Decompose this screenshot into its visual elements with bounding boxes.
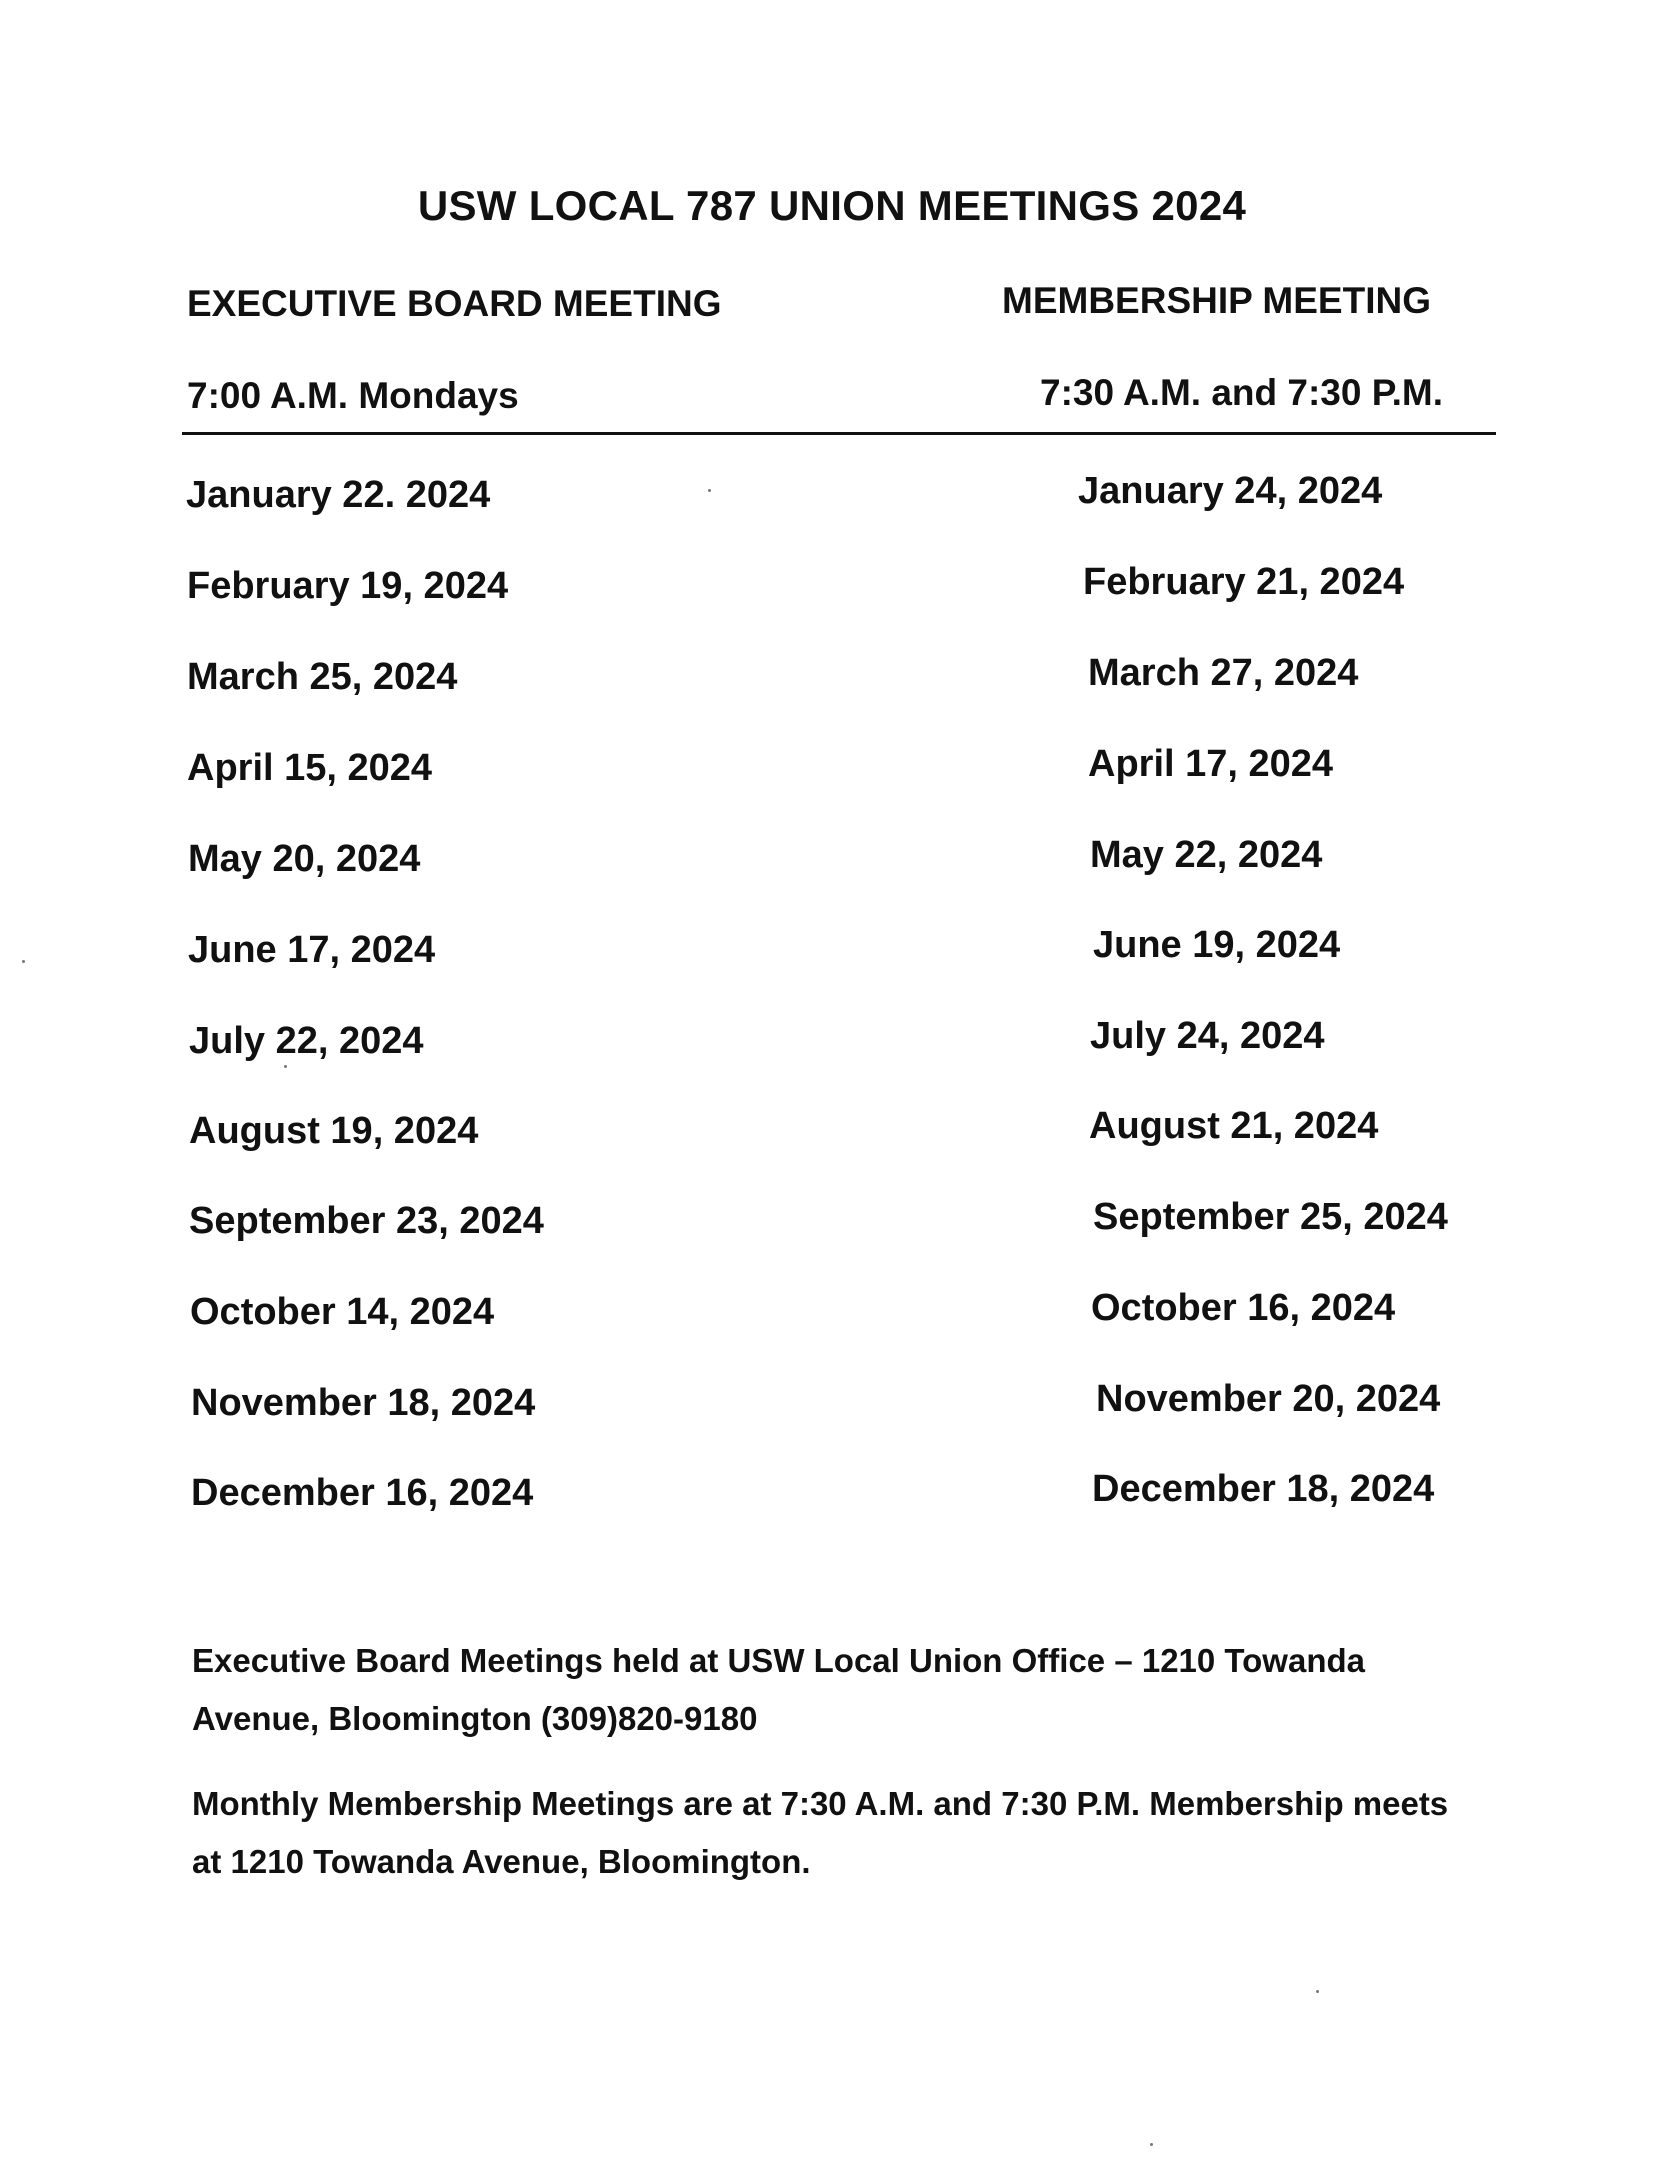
- membership-date: July 24, 2024: [1090, 1015, 1325, 1057]
- header-divider: [182, 432, 1496, 435]
- executive-date: July 22, 2024: [189, 1020, 424, 1062]
- executive-date: January 22. 2024: [186, 474, 491, 516]
- executive-date: October 14, 2024: [190, 1291, 495, 1333]
- membership-date: June 19, 2024: [1093, 924, 1341, 966]
- membership-date: December 18, 2024: [1092, 1468, 1435, 1510]
- executive-date: March 25, 2024: [187, 656, 458, 698]
- executive-board-time: 7:00 A.M. Mondays: [187, 375, 519, 416]
- executive-date: April 15, 2024: [187, 747, 433, 789]
- scan-speck: [708, 489, 711, 492]
- membership-date: March 27, 2024: [1088, 652, 1359, 694]
- membership-date: January 24, 2024: [1078, 470, 1383, 512]
- page-title: USW LOCAL 787 UNION MEETINGS 2024: [417, 182, 1247, 229]
- membership-meeting-time: 7:30 A.M. and 7:30 P.M.: [1040, 372, 1444, 413]
- membership-meeting-heading: MEMBERSHIP MEETING: [1002, 280, 1431, 321]
- membership-date: April 17, 2024: [1088, 743, 1334, 785]
- scan-speck: [1150, 2143, 1153, 2146]
- scan-speck: [22, 960, 25, 963]
- executive-date: December 16, 2024: [191, 1472, 534, 1514]
- membership-date: August 21, 2024: [1089, 1105, 1379, 1147]
- membership-date: February 21, 2024: [1083, 561, 1405, 603]
- membership-location-note: Monthly Membership Meetings are at 7:30 A.M. and 7:30 P.M. Membership meets at 1210 Towanda Avenue, Bloomington.: [192, 1785, 1449, 1880]
- membership-date: November 20, 2024: [1096, 1378, 1441, 1420]
- executive-date: February 19, 2024: [187, 565, 509, 607]
- executive-location-note: Executive Board Meetings held at USW Local Union Office – 1210 Towanda Avenue, Bloomington (309)820-9180: [192, 1642, 1365, 1737]
- executive-date: September 23, 2024: [189, 1200, 544, 1242]
- membership-date: May 22, 2024: [1090, 834, 1323, 876]
- executive-date: June 17, 2024: [188, 929, 436, 971]
- executive-date: May 20, 2024: [188, 838, 421, 880]
- executive-date: November 18, 2024: [191, 1382, 536, 1424]
- membership-date: September 25, 2024: [1093, 1196, 1448, 1238]
- executive-date: August 19, 2024: [189, 1110, 479, 1152]
- scan-speck: [1316, 1990, 1319, 1993]
- membership-date: October 16, 2024: [1091, 1287, 1396, 1329]
- scan-speck: [284, 1065, 287, 1068]
- executive-board-heading: EXECUTIVE BOARD MEETING: [187, 283, 722, 324]
